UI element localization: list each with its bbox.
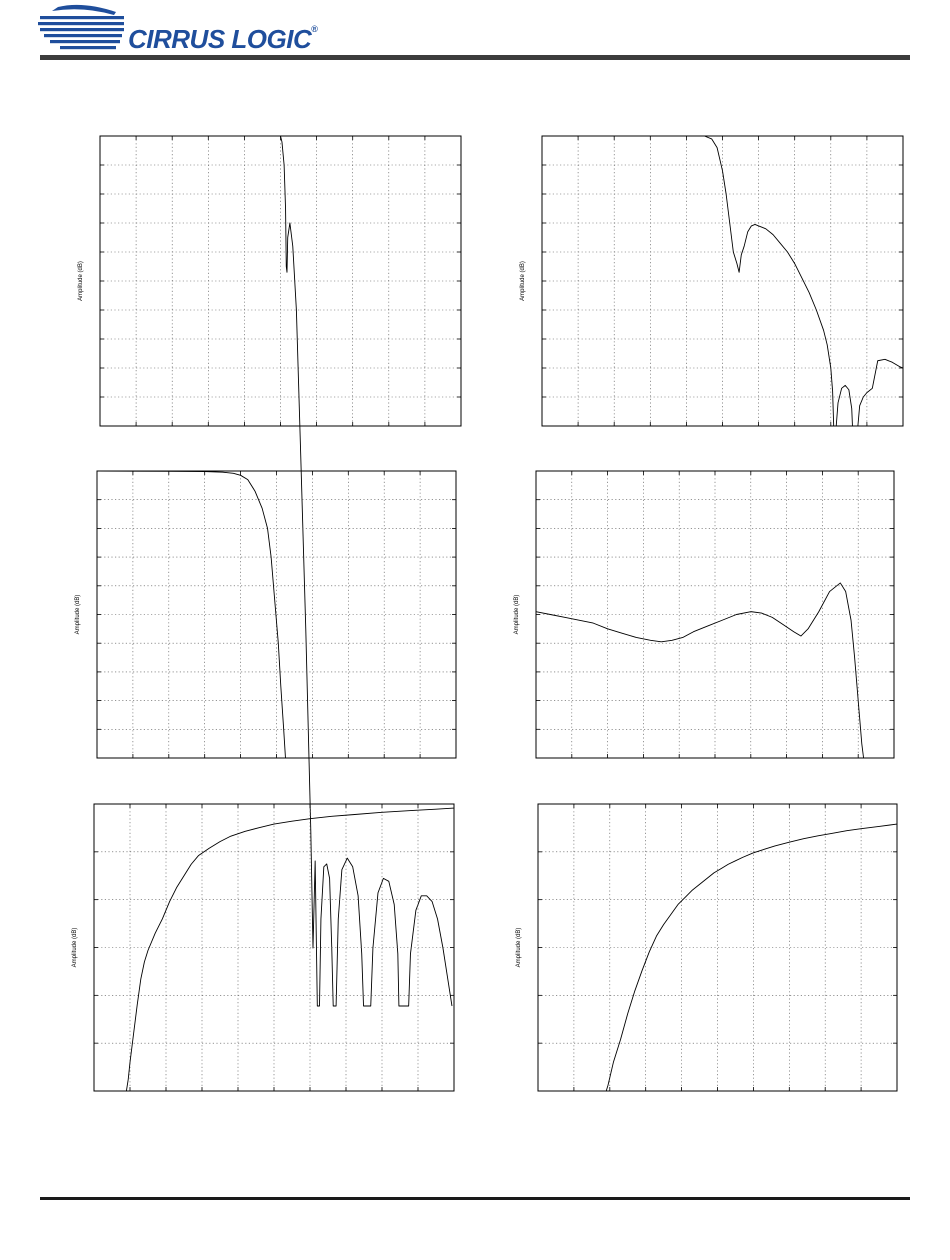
chart-highpass-bottom-right xyxy=(510,798,910,1098)
chart-highpass-bottom-left xyxy=(65,798,465,1098)
chart-stopband-top-left xyxy=(70,130,470,435)
chart-passband-mid-right xyxy=(505,465,905,765)
y-axis-label: Amplitude (dB) xyxy=(72,927,78,968)
curve-group xyxy=(606,824,897,1091)
response-curve xyxy=(126,808,454,1091)
chart-stopband-top-right xyxy=(510,130,910,435)
plot-frame xyxy=(538,804,897,1091)
page-header xyxy=(0,0,950,70)
y-axis-label: Amplitude (dB) xyxy=(75,594,81,635)
y-axis-label: Amplitude (dB) xyxy=(520,261,526,301)
plot-frame xyxy=(536,471,894,758)
curve-group xyxy=(536,583,864,758)
cirrus-logic-logo-icon xyxy=(38,4,128,54)
curve-group xyxy=(126,808,454,1091)
chart-transition-mid-left xyxy=(70,465,470,765)
y-axis-label: Amplitude (dB) xyxy=(516,927,522,968)
response-curve xyxy=(606,824,897,1091)
response-curve xyxy=(536,583,864,758)
company-logo-text: CIRRUS LOGIC® xyxy=(128,24,318,54)
y-axis-label: Amplitude (dB) xyxy=(78,261,84,301)
header-divider xyxy=(40,55,910,60)
y-axis-label: Amplitude (dB) xyxy=(514,594,520,635)
footer-divider xyxy=(40,1197,910,1200)
plot-frame xyxy=(97,471,456,758)
